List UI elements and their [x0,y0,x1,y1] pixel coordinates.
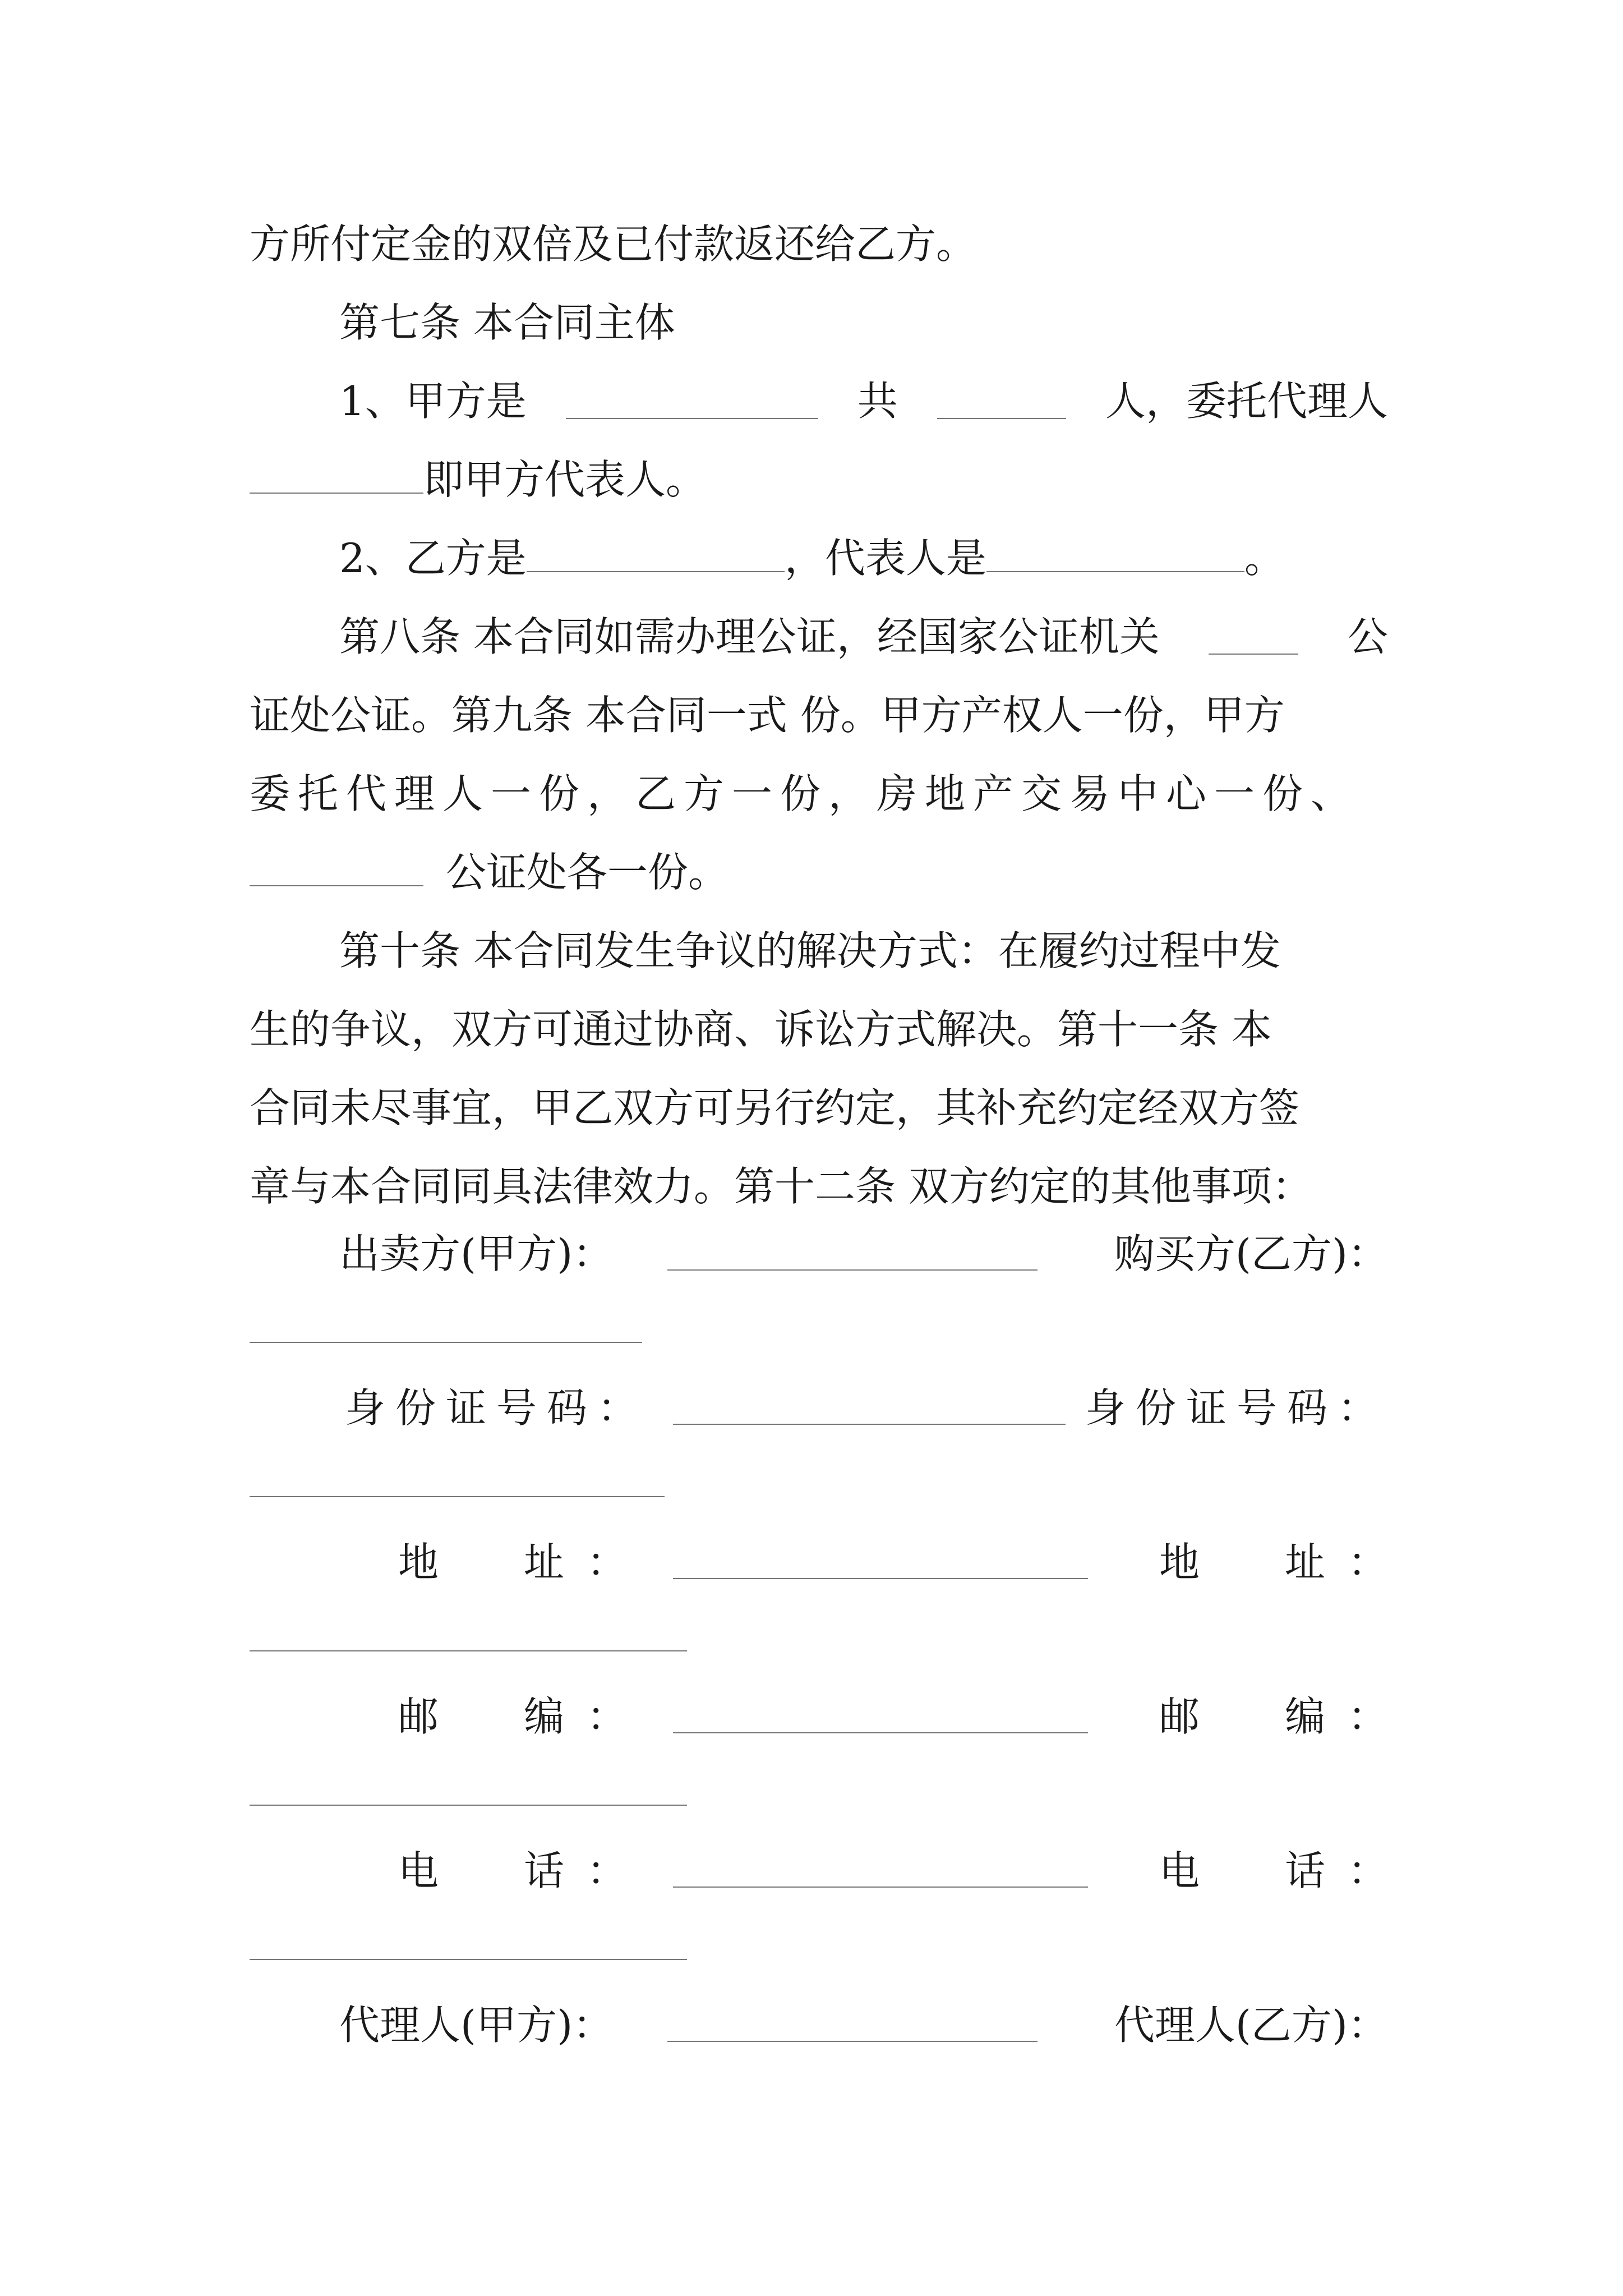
paragraph-line: 章与本合同同具法律效力。第十二条 双方约定的其他事项： [250,1163,1312,1210]
article-8-tail: 公 [1347,613,1388,660]
seller-phone-blank [673,1887,1088,1888]
agent-blank [250,458,423,494]
seller-phone-label: 电 话： [398,1847,650,1894]
seller-agent-blank [667,2041,1038,2042]
party-b-end: 。 [1244,535,1285,582]
seller-id-blank [673,1424,1066,1425]
party-b-line [339,530,1388,586]
buyer-phone-blank [250,1959,687,1960]
paragraph-line: 证处公证。第九条 本合同一式 份。甲方产权人一份，甲方 [250,692,1285,739]
notary-copy-text: 公证处各一份。 [446,849,729,896]
paragraph-line: 方所付定金的双倍及已付款返还给乙方。 [250,220,977,268]
party-a-blank [566,383,818,419]
count-blank [937,383,1066,419]
agent-row [339,1997,1388,2053]
article-10-line: 第十条 本合同发生争议的解决方式：在履约过程中发 [339,927,1281,974]
seller-address-blank [673,1578,1088,1579]
party-b-rep-label: ，代表人是 [784,535,986,582]
buyer-zip-blank [250,1805,687,1806]
paragraph-line: 生的争议，双方可通过协商、诉讼方式解决。第十一条 本 [250,1006,1272,1053]
notary-blank [1209,619,1298,655]
count-label: 共 [857,378,898,425]
party-a-label: 1、甲方是 [339,378,527,425]
article-8-line [339,609,1388,665]
party-b-blank [527,536,785,572]
paragraph-line: 委托代理人一份，乙方一份，房地产交易中心一份、 [250,770,1359,817]
seller-label: 出卖方(甲方)： [339,1230,614,1277]
article-7-heading: 第七条 本合同主体 [339,299,675,346]
phone-row [339,1843,1410,1899]
seller-zip-blank [673,1732,1088,1733]
buyer-agent-label: 代理人(乙方)： [1114,2001,1388,2049]
buyer-address-blank [250,1650,687,1651]
representative-line [250,452,1388,508]
seller-row [339,1226,1388,1282]
notary-copy-line [250,844,1388,900]
article-8-text: 第八条 本合同如需办理公证，经国家公证机关 [339,613,1160,660]
agent-label: 人，委托代理人 [1105,378,1388,425]
buyer-blank [250,1342,642,1343]
seller-id-label: 身份证号码： [345,1384,648,1432]
buyer-label: 购买方(乙方)： [1114,1230,1388,1277]
buyer-address-label: 地 址： [1159,1539,1410,1586]
party-b-rep-blank [986,536,1244,572]
representative-text: 即甲方代表人。 [423,456,707,503]
buyer-zip-label: 邮 编： [1159,1693,1410,1740]
party-a-line [339,373,1388,429]
zip-row [339,1688,1410,1745]
address-row [339,1534,1410,1590]
id-row [339,1380,1388,1436]
seller-address-label: 地 址： [398,1539,650,1586]
seller-blank [667,1269,1038,1271]
seller-zip-label: 邮 编： [398,1693,650,1740]
buyer-phone-label: 电 话： [1159,1847,1410,1894]
party-b-label: 2、乙方是 [339,535,527,582]
seller-agent-label: 代理人(甲方)： [339,2001,614,2049]
notary-office-blank [250,850,423,886]
paragraph-line: 合同未尽事宜，甲乙双方可另行约定，其补充约定经双方签 [250,1084,1300,1131]
buyer-id-blank [250,1496,665,1497]
buyer-id-label: 身份证号码： [1085,1384,1388,1432]
